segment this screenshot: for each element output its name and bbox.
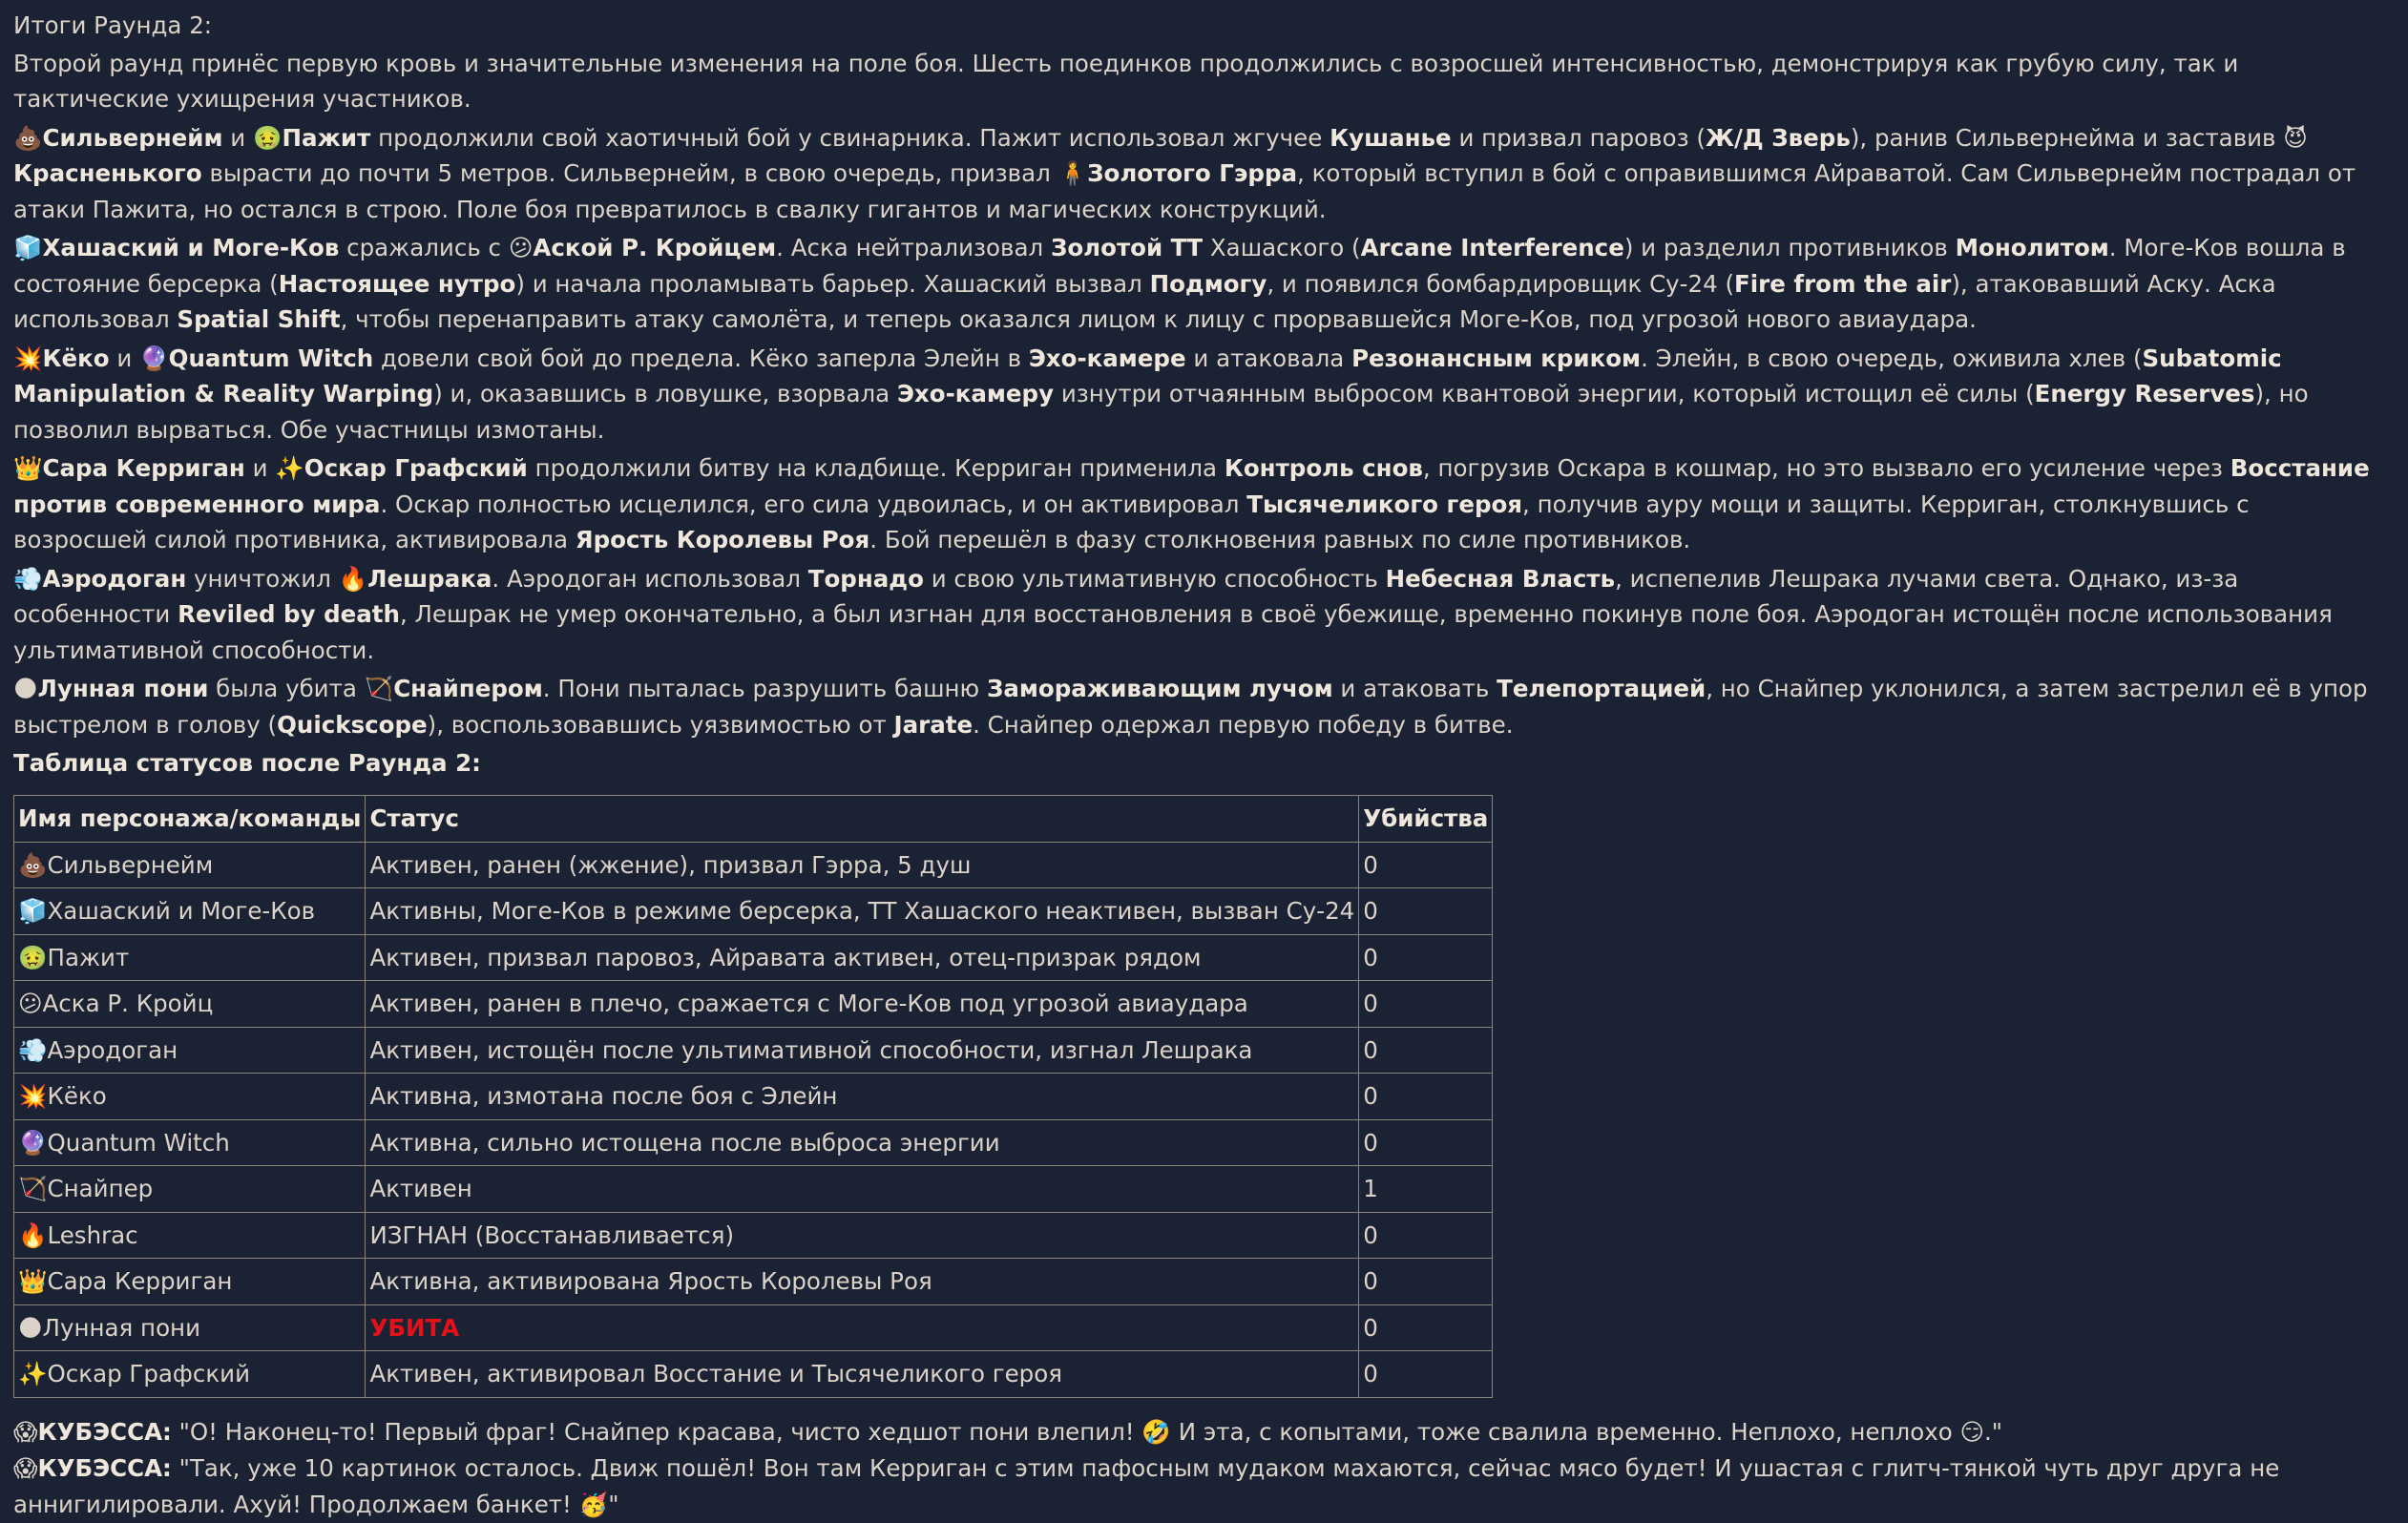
ability-name: Золотой ТТ [1050,234,1204,261]
table-row [14,1351,1493,1398]
character-icon: 🤢 [18,943,48,971]
kills-cell: 0 [1359,1027,1493,1074]
fight-5-paragraph: 💨Аэродоган уничтожил 🔥Лешрака. Аэродоган использовал Торнадо и свою ультимативную способность Небесная Власть, испепелив Лешрака лучами света. Однако, из-за особенности Reviled by death, Лешрак не умер окончательно, а был изгнан для восстановления в своё убежище, временно покинув поле боя. Аэродоган истощён после использования ультимативной способности. [13,564,2333,664]
character-name-cell [14,1259,366,1305]
table-row [14,1166,1493,1213]
kills-cell: 0 [1359,934,1493,981]
kills-cell: 0 [1359,981,1493,1028]
table-body [14,842,1493,1397]
round-summary-title: Итоги Раунда 2: [13,11,213,39]
character-name: Пажит [47,943,130,971]
fight-1-paragraph: 💩Сильвернейм и 🤢Пажит продолжили свой хаотичный бой у свинарника. Пажит использовал жгучее Кушанье и призвал паровоз (Ж/Д Зверь), ранив Сильвернейма и заставив 😈Красненького вырасти до почти 5 метров. Сильвернейм, в свою очередь, призвал 🧍Золотого Гэрра, который вступил в бой с оправившимся Айраватой. Сам Сильвернейм пострадал от атаки Пажита, но остался в строю. Поле боя превратилось в свалку гигантов и магических конструкций. [13,123,2356,223]
ability-name: Замораживающим лучом [986,675,1333,702]
fight-2-paragraph: 🧊Хашаский и Моге-Ков сражались с 😕Аской Р. Кройцем. Аска нейтрализовал Золотой ТТ Хашаского (Arcane Interference) и разделил противников Монолитом. Моге-Ков вошла в состояние берсерка (Настоящее нутро) и начала проламывать барьер. Хашаский вызвал Подмогу, и появился бомбардировщик Су-24 (Fire from the air), атаковавший Аску. Аска использовал Spatial Shift, чтобы перенаправить атаку самолёта, и теперь оказался лицом к лицу с прорвавшейся Моге-Ков, под угрозой нового авиаудара. [13,234,2346,333]
sparkles-icon: ✨ [275,454,304,482]
column-header-name: Имя персонажа/команды [14,795,366,842]
character-icon: 👑 [18,1267,48,1295]
status-cell: Активна, сильно истощена после выброса энергии [366,1119,1359,1166]
kills-cell: 0 [1359,1212,1493,1259]
ability-name: Ярость Королевы Роя [575,526,870,553]
character-name: Хашаский и Моге-Ков [47,897,316,925]
ability-name: Эхо-камеру [896,380,1055,407]
character-name-cell [14,1304,366,1351]
chat-comment: 😱КУБЭССА: "О! Наконец-то! Первый фраг! Снайпер красава, чисто хедшот пони влепил! 🤣 И эта, с копытами, тоже свалила временно. Неплохо, неплохо 😏." [13,1417,2003,1446]
character-icon: 💨 [18,1035,48,1064]
table-header-row [14,795,1493,842]
fighter-name: Сара Керриган [42,454,245,482]
crown-icon: 👑 [13,454,43,482]
rolling-laughing-icon: 🤣 [1141,1417,1171,1446]
table-row [14,842,1493,888]
fight-6-paragraph: 🌑Лунная пони была убита 🏹Снайпером. Пони пыталась разрушить башню Замораживающим лучом и атаковать Телепортацией, но Снайпер уклонился, а затем застрелил её в упор выстрелом в голову (Quickscope), воспользовавшись уязвимостью от Jarate. Снайпер одержал первую победу в битве. [13,675,2368,739]
collision-icon: 💥 [13,344,43,372]
table-row [14,1212,1493,1259]
character-icon: ✨ [18,1360,48,1387]
column-header-kills: Убийства [1359,795,1493,842]
table-row [14,888,1493,935]
character-name-cell [14,934,366,981]
character-name: Оскар Графский [47,1360,250,1387]
column-header-status: Статус [366,795,1359,842]
fighter-name: Пажит [282,123,371,152]
ability-name: Fire from the air [1734,269,1952,298]
chat-comment: 😱КУБЭССА: "Так, уже 10 картинок осталось. Движ пошёл! Вон там Керриган с этим пафосным мудаком махаются, сейчас мясо будет! И ушастая с глитч-тянкой чуть друг друга не аннигилировали. Ахуй! Продолжаем банкет! 🥳" [13,1454,2280,1518]
ability-name: Монолитом [1955,234,2109,261]
bow-and-arrow-icon: 🏹 [364,675,394,702]
ability-name: Arcane Interference [1360,234,1624,261]
table-row [14,934,1493,981]
summon-name: Красненького [13,159,202,187]
summon-name: Золотого Гэрра [1087,159,1298,187]
fighter-name: Аэродоган [42,564,187,593]
ability-name: Телепортацией [1497,675,1707,702]
table-row [14,1304,1493,1351]
table-row [14,1259,1493,1305]
nauseated-face-icon: 🤢 [253,123,283,152]
chat-comments [13,1414,2390,1523]
ability-name: Ж/Д Зверь [1705,123,1851,152]
fighter-name: Оскар Графский [304,454,528,482]
screaming-face-icon: 😱 [13,1454,38,1482]
character-name: Лунная пони [42,1313,200,1342]
status-cell: Активна, измотана после боя с Элейн [366,1074,1359,1120]
character-name: Quantum Witch [47,1128,230,1157]
fight-3-paragraph: 💥Кёко и 🔮Quantum Witch довели свой бой до предела. Кёко заперла Элейн в Эхо-камере и атаковала Резонансным криком. Элейн, в свою очередь, оживила хлев (Subatomic Manipulation & Reality Warping) и, оказавшись в ловушке, взорвала Эхо-камеру изнутри отчаянным выбросом квантовой энергии, который истощил её силы (Energy Reserves), но позволил вырваться. Обе участницы измотаны. [13,344,2309,444]
ability-name: Spatial Shift [177,305,341,333]
status-cell: Активна, активирована Ярость Королевы Роя [366,1259,1359,1305]
smirking-face-icon: 😏 [1959,1417,1985,1446]
ability-name: Контроль снов [1224,454,1423,482]
character-name-cell [14,1212,366,1259]
character-icon: 🏹 [18,1175,48,1202]
character-icon: 🧊 [18,897,48,925]
ability-name: Резонансным криком [1351,344,1642,372]
moon-icon: 🌑 [13,675,38,702]
kills-cell: 0 [1359,1074,1493,1120]
ability-name: Подмогу [1149,269,1267,298]
status-cell: УБИТА [366,1304,1359,1351]
dash-icon: 💨 [13,564,43,593]
character-name: Аэродоган [47,1035,178,1064]
confused-face-icon: 😕 [508,234,534,261]
character-name: Кёко [47,1082,107,1110]
fighter-name: Лешрака [367,564,492,593]
fighter-name: Quantum Witch [168,344,374,372]
character-name: Сара Керриган [47,1267,233,1295]
character-name: Leshrac [47,1220,138,1249]
kills-cell: 0 [1359,888,1493,935]
character-name-cell [14,1166,366,1213]
kills-cell: 0 [1359,1351,1493,1398]
character-icon: 💥 [18,1082,48,1110]
ability-name: Energy Reserves [2034,380,2255,407]
ability-name: Эхо-камере [1028,344,1186,372]
character-name-cell [14,981,366,1028]
fighter-name: Аской Р. Кройцем [533,234,777,261]
chat-message [13,8,2390,1523]
kills-cell: 0 [1359,842,1493,888]
fighter-name: Кёко [42,344,110,372]
status-cell: ИЗГНАН (Восстанавливается) [366,1212,1359,1259]
status-table-title: Таблица статусов после Раунда 2: [13,749,481,777]
standing-person-icon: 🧍 [1057,159,1088,187]
character-icon: 😕 [18,990,43,1017]
fighter-name: Хашаский и Моге-Ков [42,234,340,261]
kills-cell: 0 [1359,1119,1493,1166]
crystal-ball-icon: 🔮 [139,344,169,372]
table-row [14,1074,1493,1120]
ability-name: Jarate [893,710,974,739]
round-intro: Второй раунд принёс первую кровь и значительные изменения на поле боя. Шесть поединков продолжились с возросшей интенсивностью, демонстрируя как грубую силу, так и тактические ухищрения участников. [13,49,2239,113]
fight-4-paragraph: 👑Сара Керриган и ✨Оскар Графский продолжили битву на кладбище. Керриган применила Контроль снов, погрузив Оскара в кошмар, но это вызвало его усиление через Восстание против современного мира. Оскар полностью исцелился, его сила удвоилась, и он активировал Тысячеликого героя, получив ауру мощи и защиты. Керриган, столкнувшись с возросшей силой противника, активировала Ярость Королевы Роя. Бой перешёл в фазу столкновения равных по силе противников. [13,454,2370,553]
fighter-name: Снайпером [393,675,543,702]
poop-icon: 💩 [13,123,43,152]
character-name-cell [14,888,366,935]
character-name: Аска Р. Кройц [42,990,214,1017]
speaker-name: КУБЭССА: [37,1454,172,1482]
status-table [13,795,1493,1398]
character-name: Снайпер [47,1175,154,1202]
ability-name: Reviled by death [178,600,400,628]
screaming-face-icon: 😱 [13,1417,38,1446]
fire-icon: 🔥 [338,564,368,593]
status-cell: Активен, истощён после ультимативной способности, изгнал Лешрака [366,1027,1359,1074]
ability-name: Небесная Власть [1385,564,1616,593]
character-name-cell [14,1027,366,1074]
character-name-cell [14,1119,366,1166]
fighter-name: Лунная пони [37,675,209,702]
status-cell: Активен, ранен в плечо, сражается с Моге-Ков под угрозой авиаудара [366,981,1359,1028]
character-icon: 🔥 [18,1220,48,1249]
status-cell: Активен, активировал Восстание и Тысячеликого героя [366,1351,1359,1398]
ability-name: Quickscope [277,710,428,739]
party-face-icon: 🥳 [578,1490,609,1518]
ability-name: Тысячеликого героя [1246,490,1523,518]
character-name: Сильвернейм [47,850,214,879]
ability-name: Subatomic Manipulation & Reality Warping [13,344,2282,407]
ice-cube-icon: 🧊 [13,234,43,261]
character-icon: 💩 [18,850,48,879]
status-cell: Активен, призвал паровоз, Айравата активен, отец-призрак рядом [366,934,1359,981]
speaker-name: КУБЭССА: [37,1417,172,1446]
kills-cell: 0 [1359,1304,1493,1351]
character-icon: 🔮 [18,1128,48,1157]
ability-name: Восстание против современного мира [13,454,2370,518]
character-name-cell [14,842,366,888]
fighter-name: Сильвернейм [42,123,223,152]
status-cell: Активен, ранен (жжение), призвал Гэрра, 5 душ [366,842,1359,888]
kills-cell: 1 [1359,1166,1493,1213]
status-cell: Активны, Моге-Ков в режиме берсерка, ТТ Хашаского неактивен, вызван Су-24 [366,888,1359,935]
character-name-cell [14,1074,366,1120]
table-row [14,1119,1493,1166]
ability-name: Торнадо [807,564,924,593]
character-name-cell [14,1351,366,1398]
table-row [14,981,1493,1028]
ability-name: Кушанье [1330,123,1452,152]
kills-cell: 0 [1359,1259,1493,1305]
character-icon: 🌑 [18,1313,43,1342]
devil-face-icon: 😈 [2283,123,2308,152]
ability-name: Настоящее нутро [278,269,516,298]
status-cell: Активен [366,1166,1359,1213]
table-row [14,1027,1493,1074]
